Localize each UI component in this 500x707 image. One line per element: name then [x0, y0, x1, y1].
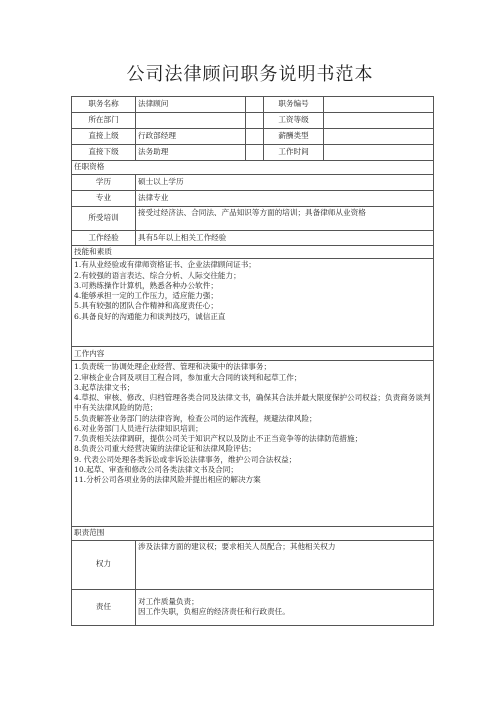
- education-label: 学历: [72, 175, 136, 191]
- responsibility-value: [136, 589, 434, 625]
- row-direct-superior: [72, 129, 434, 145]
- department-value: [136, 113, 246, 129]
- list-item: 7.负责相关法律调研，提供公司关于知识产权以及防止不正当竞争等的法律防范措施；: [74, 434, 363, 443]
- position-no-label: 职务编号: [264, 97, 324, 113]
- row-authority: [72, 540, 434, 589]
- direct-subordinate-label: 直接下级: [72, 145, 136, 161]
- row-department: [72, 113, 434, 129]
- major-label: 专业: [72, 191, 136, 207]
- pay-type-value: [324, 129, 434, 145]
- spacer-cell: [246, 145, 264, 161]
- duties-section-label: 工作内容: [72, 347, 434, 361]
- skills-list: [72, 259, 434, 347]
- responsibility-label: 责任: [72, 589, 136, 625]
- salary-grade-label: 工资等级: [264, 113, 324, 129]
- list-item: 4.草拟、审核、修改、归档管理各类合同及法律文书，确保其合法并最大限度保护公司权益；负责商务谈判中有关法律风险的防范；: [74, 393, 431, 413]
- training-label: 所受培训: [72, 207, 136, 231]
- row-responsibility: [72, 589, 434, 625]
- row-duties-header: [72, 347, 434, 361]
- list-item: 10.起草、审查和修改公司各类法律文书及合同；: [74, 464, 238, 474]
- direct-superior-value: 行政部经理: [136, 129, 246, 145]
- row-qualification-header: [72, 161, 434, 175]
- row-major: [72, 191, 434, 207]
- list-item: 5.具有较强的团队合作精神和高度责任心；: [74, 301, 218, 311]
- qualification-section-label: 任职资格: [72, 161, 434, 175]
- list-item: 3.可熟练操作计算机，熟悉各种办公软件；: [74, 280, 218, 290]
- direct-subordinate-value: 法务助理: [136, 145, 246, 161]
- authority-value: 涉及法律方面的建议权；要求相关人员配合；其他相关权力: [136, 540, 434, 589]
- direct-superior-label: 直接上级: [72, 129, 136, 145]
- authority-label: 权力: [72, 540, 136, 589]
- job-description-table: [71, 96, 434, 626]
- spacer-cell: [246, 129, 264, 145]
- spacer-cell: [246, 97, 264, 113]
- list-item: 5.负责解答业务部门的法律咨询，检查公司的运作流程，规避法律风险；: [74, 413, 317, 423]
- list-item: 2.审核企业合同及项目工程合同，参加重大合同的谈判和起草工作；: [74, 372, 302, 382]
- row-experience: [72, 231, 434, 246]
- list-item: 4.能够承担一定的工作压力，适应能力强；: [74, 291, 218, 300]
- list-item: 1.有从业经验或有律师资格证书、企业法律顾问证书；: [74, 260, 256, 270]
- row-education: [72, 175, 434, 191]
- position-name-value: 法律顾问: [136, 97, 246, 113]
- row-scope-header: [72, 527, 434, 540]
- pay-type-label: 薪酬类型: [264, 129, 324, 145]
- scope-section-label: 职责范围: [72, 527, 434, 540]
- row-duties-list: [72, 361, 434, 527]
- list-item: 3.起草法律文书；: [74, 382, 135, 392]
- document-title: 公司法律顾问职务说明书范本: [126, 64, 374, 85]
- list-item: 对工作质量负责；: [138, 596, 199, 606]
- department-label: 所在部门: [72, 113, 136, 129]
- duties-list: [72, 361, 434, 527]
- list-item: 6.对业务部门人员进行法律知识培训；: [74, 423, 203, 433]
- work-time-value: [324, 145, 434, 161]
- list-item: 9. 代表公司处理各类诉讼或非诉讼法律事务，维护公司合法权益；: [74, 454, 297, 464]
- list-item: 8.负责公司重大经营决策的法律论证和法律风险评估；: [74, 444, 256, 454]
- work-time-label: 工作时间: [264, 145, 324, 161]
- list-item: 6.具备良好的沟通能力和谈判技巧，诚信正直: [74, 311, 226, 321]
- position-no-value: [324, 97, 434, 113]
- row-training: [72, 207, 434, 231]
- list-item: 因工作失职，负相应的经济责任和行政责任。: [138, 607, 290, 616]
- row-skills-list: [72, 259, 434, 347]
- list-item: 2.有较强的语言表达、综合分析、人际交往能力；: [74, 270, 241, 280]
- position-name-label: 职务名称: [72, 97, 136, 113]
- row-direct-subordinate: [72, 145, 434, 161]
- row-skills-header: [72, 246, 434, 259]
- experience-label: 工作经验: [72, 231, 136, 246]
- spacer-cell: [246, 113, 264, 129]
- education-value: 硕士以上学历: [136, 175, 434, 191]
- major-value: 法律专业: [136, 191, 434, 207]
- experience-value: 具有5年以上相关工作经验: [136, 231, 434, 246]
- row-position-name: [72, 97, 434, 113]
- training-value: 接受过经济法、合同法、产品知识等方面的培训；具备律师从业资格: [136, 207, 434, 231]
- list-item: 1.负责统一协调处理企业经营、管理和决策中的法律事务；: [74, 362, 272, 372]
- list-item: 11.分析公司各项业务的法律风险并提出相应的解决方案: [74, 475, 261, 484]
- skills-section-label: 技能和素质: [72, 246, 434, 259]
- salary-grade-value: [324, 113, 434, 129]
